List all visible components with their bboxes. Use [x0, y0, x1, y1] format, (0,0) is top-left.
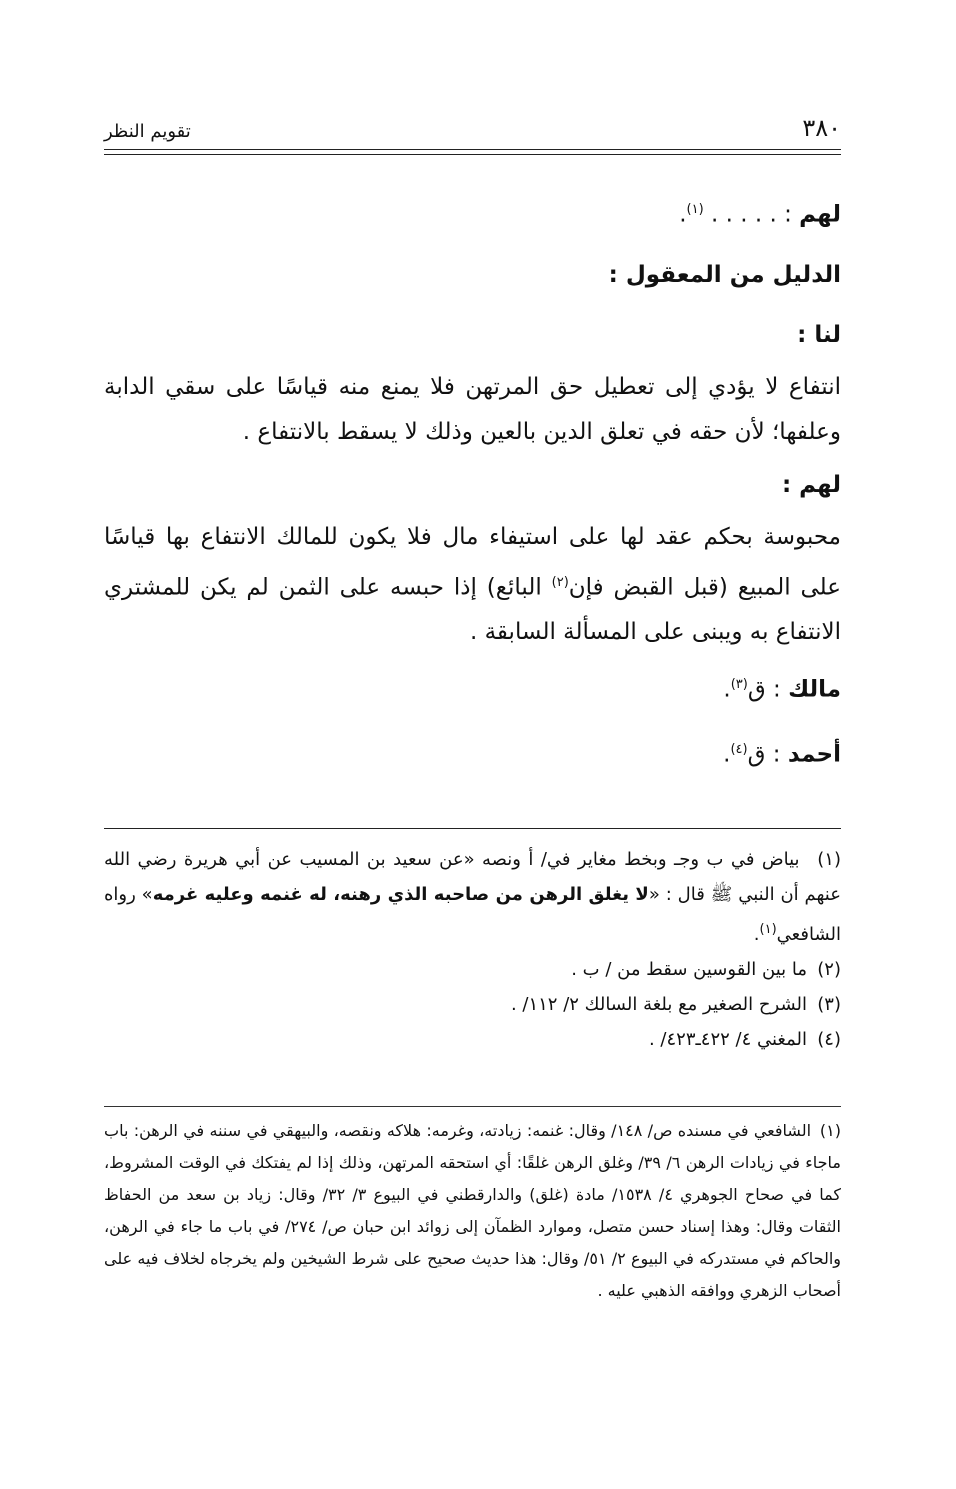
footnote-item	[104, 952, 841, 987]
footnote-ref[interactable]: (١)	[759, 922, 777, 937]
footnote-item	[104, 842, 841, 952]
lahum-paragraph	[104, 515, 841, 656]
section-heading: الدليل من المعقول :	[608, 261, 841, 288]
footnote-number: (٣)	[817, 994, 841, 1015]
footnote-separator	[104, 828, 841, 829]
footnotes	[104, 842, 841, 1057]
lana-label: لنا :	[797, 321, 841, 348]
footnote-number: (٢)	[817, 959, 841, 980]
footnote-text: الشرح الصغير مع بلغة السالك ٢/ ١١٢/ .	[510, 994, 807, 1015]
lahum-line-1	[104, 180, 841, 245]
lahum-label: لهم	[799, 201, 841, 228]
subnote-item	[104, 1115, 841, 1307]
lana-paragraph: انتفاع لا يؤدي إلى تعطيل حق المرتهن فلا يمنع منه قياسًا على سقي الدابة وعلفها؛ لأن حقه في تعلق الدين بالعين وذلك لا يسقط بالانتفاع .	[104, 373, 841, 445]
hadith-text: لا يغلق الرهن من صاحبه الذي رهنه، له غنمه وعليه غرمه	[152, 884, 649, 905]
editor-subnotes	[104, 1115, 841, 1307]
header-rule-top	[104, 149, 841, 150]
lahum-end: .	[679, 201, 687, 228]
footnote-number: (٤)	[817, 1029, 841, 1050]
footnote-text-part: » رواه الشافعي	[104, 884, 841, 945]
footnote-ref[interactable]: (٣)	[730, 677, 748, 693]
malik-label: مالك	[788, 676, 841, 703]
footnote-text: المغني ٤/ ٤٢٢ـ٤٢٣/ .	[648, 1029, 807, 1050]
footnote-item	[104, 1022, 841, 1057]
malik-end: .	[723, 676, 731, 703]
lahum-para-part-a: محبوسة بحكم عقد لها على استيفاء مال فلا يكون للمالك الانتفاع بها قياسًا على المبيع (قبل القبض فإن	[104, 523, 841, 601]
footnote-text-part: بياض في ب وجـ وبخط مغاير في/ أ ونصه «عن سعيد بن المسيب عن أبي هريرة رضي الله عنهم أن النبي ﷺ قال : «	[104, 849, 841, 905]
malik-line	[104, 655, 841, 720]
main-text	[104, 180, 841, 785]
ahmad-end: .	[723, 741, 731, 768]
footnote-ref[interactable]: (٢)	[551, 574, 569, 590]
subnote-separator	[104, 1106, 841, 1107]
ahmad-line	[104, 720, 841, 785]
ahmad-label: أحمد	[787, 741, 841, 768]
lahum-ellipsis: : . . . . .	[703, 201, 800, 228]
book-title: تقويم النظر	[104, 121, 191, 142]
footnote-end: .	[753, 924, 760, 945]
page-number: ٣٨٠	[802, 114, 841, 142]
footnote-ref[interactable]: (٤)	[730, 741, 748, 757]
running-header	[104, 112, 841, 142]
footnote-text	[104, 849, 841, 945]
ahmad-text: : ق	[747, 741, 788, 768]
footnote-number: (١)	[817, 849, 841, 870]
footnote-text: ما بين القوسين سقط من / ب .	[571, 959, 807, 980]
lahum-para-part-b: البائع) إذا حبسه على الثمن لم يكن للمشتري الانتفاع به ويبنى على المسألة السابقة .	[104, 574, 841, 646]
lahum-label-2: لهم :	[781, 471, 841, 498]
subnote-number: (١)	[819, 1121, 842, 1140]
footnote-ref[interactable]: (١)	[686, 202, 704, 217]
malik-text: : ق	[747, 676, 789, 703]
footnote-item	[104, 987, 841, 1022]
header-rule-bottom	[104, 154, 841, 155]
subnote-text: الشافعي في مسنده ص/ ١٤٨/ وقال: غنمه: زيادته، وغرمه: هلاكه ونقصه، والبيهقي في سننه في الرهن: باب ماجاء في زيادات الرهن ٦/ ٣٩/ وغلق الرهن غلقًا: أي استحقه المرتهن، وذلك إذا لم يفتكك في الوقت المشروط، كما في صحاح الجوهري ٤/ ١٥٣٨/ مادة (غلق) والدارقطني في البيوع ٣/ ٣٢/ وقال: زياد بن سعد من الحفاظ الثقات وقال: وهذا إسناد حسن متصل، وموارد الظمآن إلى زوائد ابن حبان ص/ ٢٧٤/ في باب ما جاء في الرهن، والحاكم في مستدركه في البيوع ٢/ ٥١/ وقال: هذا حديث صحيح على شرط الشيخين ولم يخرجاه لخلاف فيه على أصحاب الزهري ووافقه الذهبي عليه .	[104, 1121, 842, 1300]
